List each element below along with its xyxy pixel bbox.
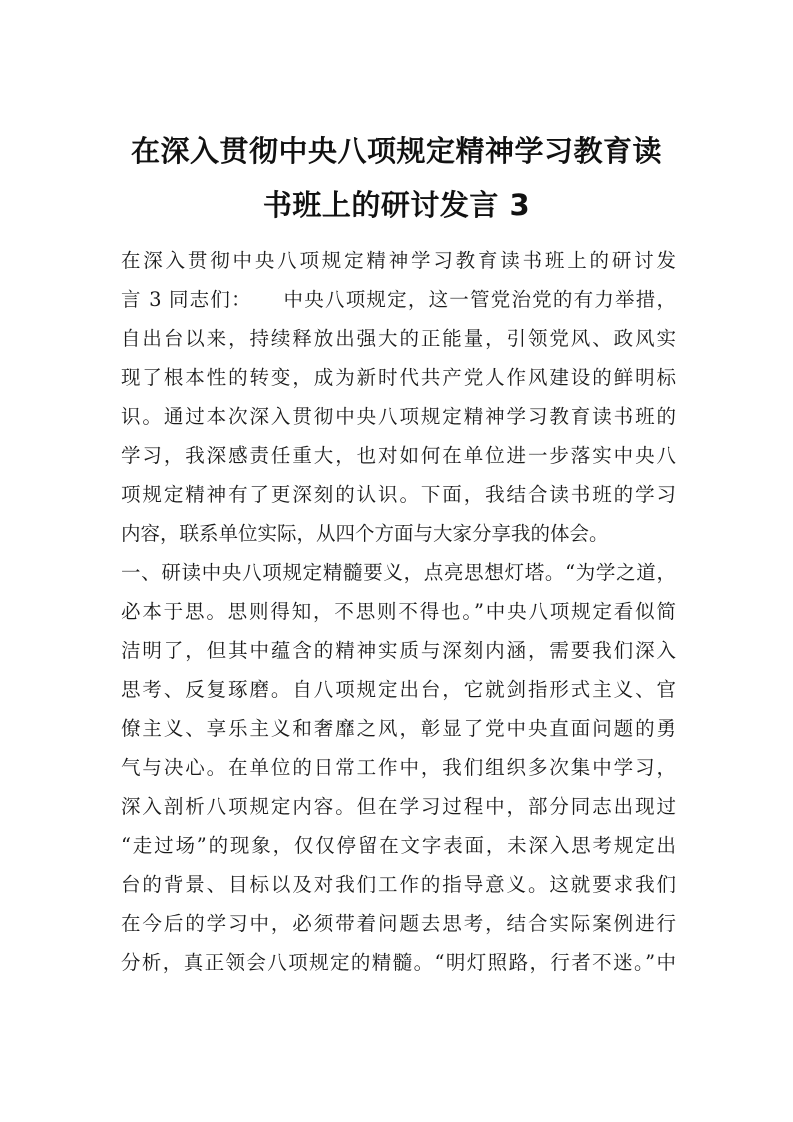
body-line: 学习，我深感责任重大，也对如何在单位进一步落实中央八	[121, 444, 676, 467]
document-title-line-1: 在深入贯彻中央八项规定精神学习教育读	[130, 134, 662, 168]
body-line: 自出台以来，持续释放出强大的正能量，引领党风、政风实	[121, 327, 676, 350]
body-line: 僚主义、享乐主义和奢靡之风，彰显了党中央直面问题的勇	[121, 717, 676, 740]
body-line: 在今后的学习中，必须带着问题去思考，结合实际案例进行	[121, 912, 676, 935]
body-line: 一、研读中央八项规定精髓要义，点亮思想灯塔。“为学之道，	[121, 561, 676, 584]
body-line: 言 3 同志们： 中央八项规定，这一管党治党的有力举措，	[121, 288, 676, 311]
document-body	[121, 241, 676, 982]
body-line: 洁明了，但其中蕴含的精神实质与深刻内涵，需要我们深入	[121, 639, 676, 662]
body-line: 思考、反复琢磨。自八项规定出台，它就剑指形式主义、官	[121, 678, 676, 701]
body-line: 台的背景、目标以及对我们工作的指导意义。这就要求我们	[121, 873, 676, 896]
document-title	[100, 124, 693, 232]
body-line: 气与决心。在单位的日常工作中，我们组织多次集中学习，	[121, 756, 676, 779]
body-line: 识。通过本次深入贯彻中央八项规定精神学习教育读书班的	[121, 405, 676, 428]
body-line: 分析，真正领会八项规定的精髓。“明灯照路，行者不迷。”中	[121, 951, 676, 974]
document-title-line-2: 书班上的研讨发言 3	[262, 188, 531, 222]
body-line: “走过场”的现象，仅仅停留在文字表面，未深入思考规定出	[121, 834, 676, 857]
body-line: 必本于思。思则得知，不思则不得也。”中央八项规定看似简	[121, 600, 676, 623]
body-line: 项规定精神有了更深刻的认识。下面，我结合读书班的学习	[121, 483, 676, 506]
body-line: 深入剖析八项规定内容。但在学习过程中，部分同志出现过	[121, 795, 676, 818]
body-line: 内容，联系单位实际，从四个方面与大家分享我的体会。	[121, 522, 609, 545]
body-line: 现了根本性的转变，成为新时代共产党人作风建设的鲜明标	[121, 366, 676, 389]
body-line: 在深入贯彻中央八项规定精神学习教育读书班上的研讨发	[121, 249, 676, 272]
